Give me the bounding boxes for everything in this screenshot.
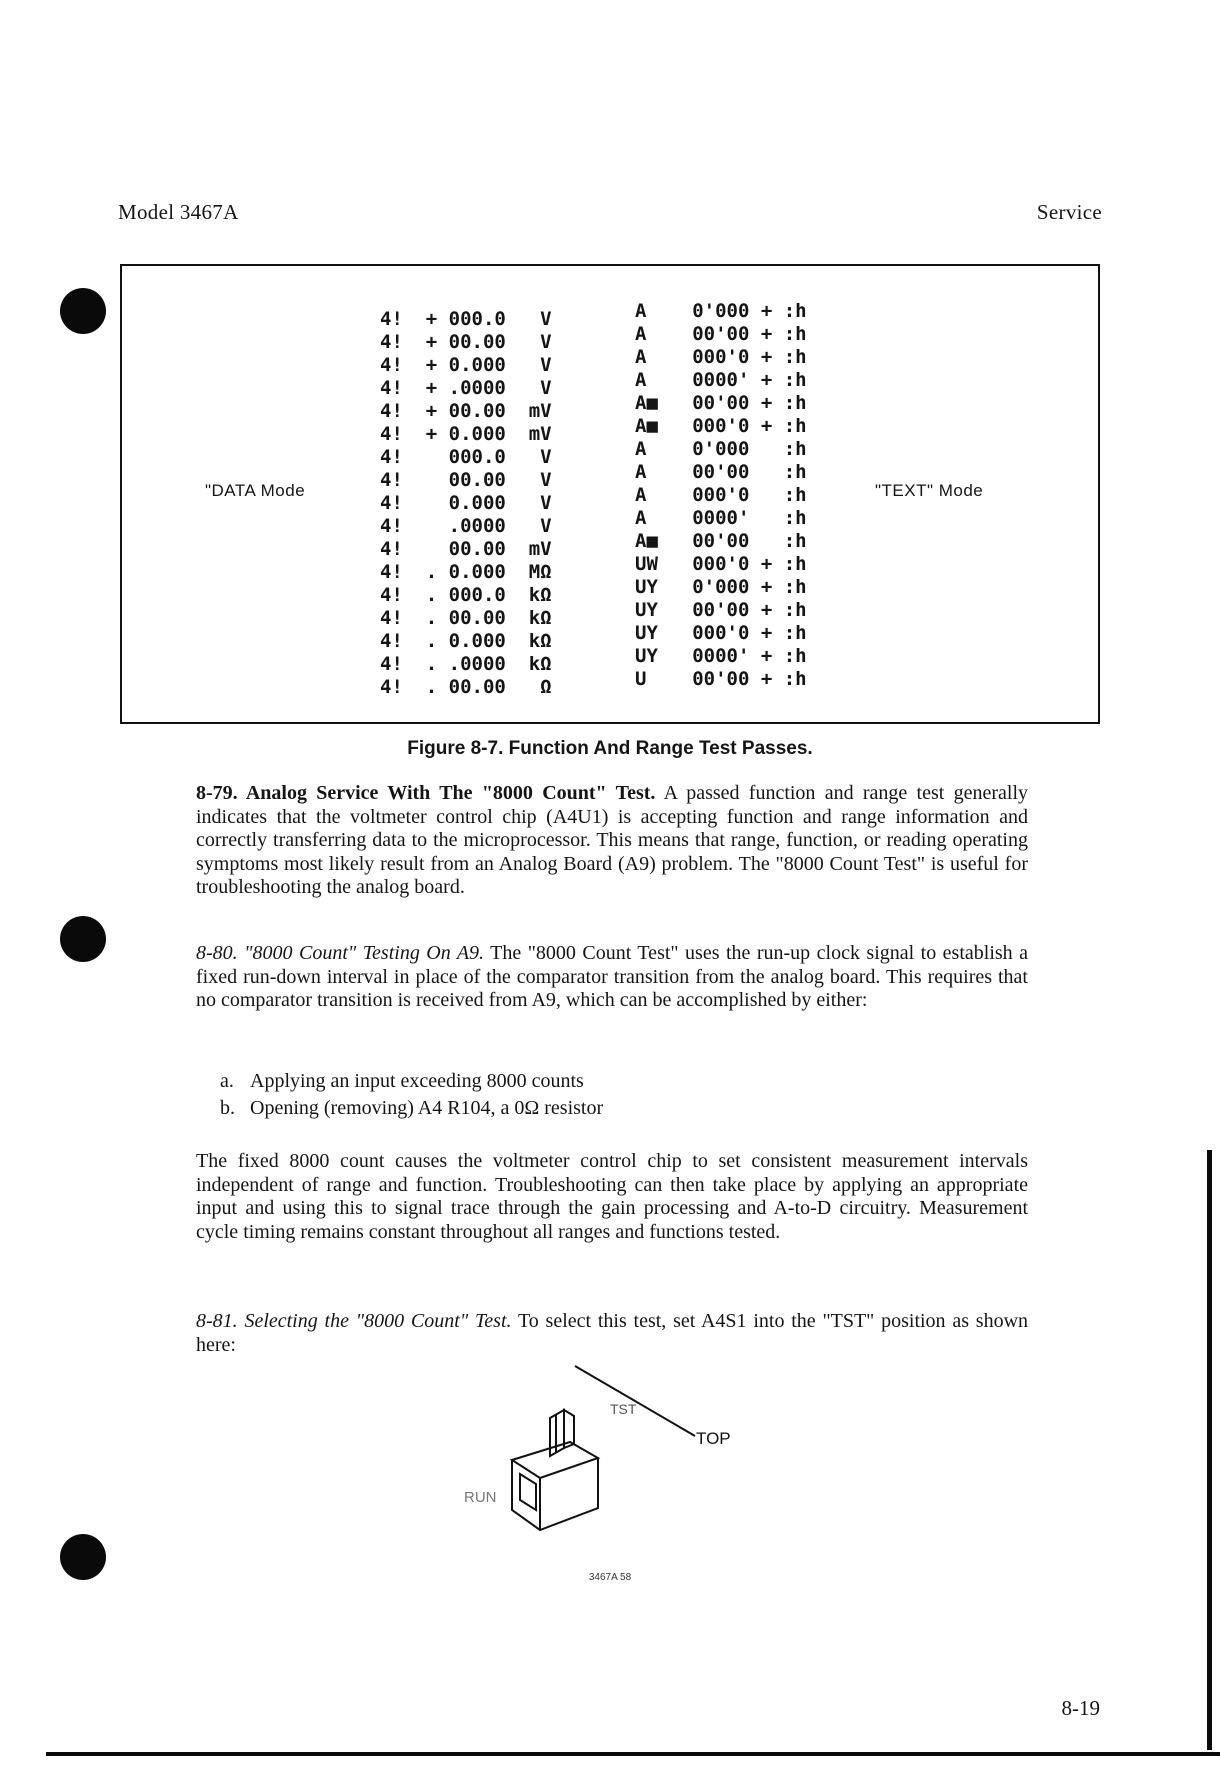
header-model: Model 3467A [118,200,239,224]
data-mode-display-row: 4! . 00.00 kΩ [380,607,552,629]
data-mode-display-row: 4! 000.0 V [380,446,552,468]
paragraph-8-79-heading: 8-79. Analog Service With The "8000 Count" Test. [196,782,656,804]
paragraph-8-80-heading: 8-80. "8000 Count" Testing On A9. [196,942,485,964]
text-mode-display-row: UY 0'000 + :h [635,576,807,598]
binder-hole-middle [60,916,106,962]
data-mode-display-column [380,308,552,699]
paragraph-8-79 [196,782,1028,900]
text-mode-display-row: A 00'00 + :h [635,323,807,345]
paragraph-fixed-count-body: The fixed 8000 count causes the voltmeter control chip to set consistent measurement intervals independent of range and function. Troubleshooting can then take place by applying an appropriate input and using this to signal trace through the gain processing and A-to-D circuitry. Measurement cycle timing remains constant throughout all ranges and functions tested. [196,1150,1028,1243]
text-mode-display-row: A 0000' :h [635,507,807,529]
data-mode-display-row: 4! 0.000 V [380,492,552,514]
text-mode-display-row: A■ 00'00 + :h [635,392,807,414]
text-mode-display-row: UY 000'0 + :h [635,622,807,644]
list-item-letter: b. [220,1097,235,1119]
data-mode-display-row: 4! + 00.00 V [380,331,552,353]
text-mode-display-row: A 000'0 :h [635,484,807,506]
right-edge-rule [1207,1150,1212,1750]
text-mode-display-row: U 00'00 + :h [635,668,807,690]
condition-list [220,1068,980,1122]
text-mode-display-row: UW 000'0 + :h [635,553,807,575]
data-mode-display-row: 4! 00.00 mV [380,538,552,560]
data-mode-display-row: 4! . .0000 kΩ [380,653,552,675]
data-mode-display-row: 4! . 0.000 MΩ [380,561,552,583]
data-mode-display-row: 4! + 000.0 V [380,308,552,330]
text-mode-display-row: A■ 000'0 + :h [635,415,807,437]
data-mode-display-row: 4! . 00.00 Ω [380,676,552,698]
list-item-letter: a. [220,1070,234,1092]
slider-knob [550,1410,574,1456]
data-mode-display-row: 4! .0000 V [380,515,552,537]
tst-label: TST [610,1401,637,1417]
paragraph-fixed-count [196,1150,1028,1244]
text-mode-display-row: UY 00'00 + :h [635,599,807,621]
switch-diagram [450,1360,790,1550]
list-item-text: Applying an input exceeding 8000 counts [250,1070,584,1092]
text-mode-display-row: A 0'000 + :h [635,300,807,322]
header-section: Service [1036,200,1102,224]
data-mode-display-row: 4! 00.00 V [380,469,552,491]
paragraph-8-81-heading: 8-81. Selecting the "8000 Count" Test. [196,1310,512,1332]
list-item [220,1068,980,1095]
list-item [220,1095,980,1122]
data-mode-display-row: 4! + 0.000 V [380,354,552,376]
paragraph-8-80-body: The "8000 Count Test" uses the run-up clock signal to establish a fixed run-down interval in place of the comparator transition from the analog board. This requires that no comparator transition is received from A9, which can be accomplished by either: [196,942,1029,1011]
figure-caption: Figure 8-7. Function And Range Test Passes. [407,738,813,759]
page-number: 8-19 [1061,1696,1100,1720]
data-mode-display-row: 4! + 00.00 mV [380,400,552,422]
top-label: TOP [696,1429,731,1448]
run-label: RUN [464,1489,497,1506]
paragraph-8-81 [196,1310,1028,1357]
data-mode-display-row: 4! . 0.000 kΩ [380,630,552,652]
data-mode-label: "DATA Mode [205,481,306,500]
bottom-edge-rule [46,1752,1220,1756]
switch-body [512,1442,598,1530]
paragraph-8-79-body: A passed function and range test generally indicates that the voltmeter control chip (A4U1) is accepting function and range information and correctly transferring data to the microprocessor. This means that range, function, or reading operating symptoms most likely result from an Analog Board (A9) problem. The "8000 Count Test" is useful for troubleshooting the analog board. [196,782,1028,898]
binder-hole-top [60,288,106,334]
text-mode-display-row: A 0'000 :h [635,438,807,460]
text-mode-display-row: A 00'00 :h [635,461,807,483]
data-mode-display-row: 4! + 0.000 mV [380,423,552,445]
figure-code: 3467A 58 [588,1572,632,1583]
text-mode-label: "TEXT" Mode [875,481,984,500]
text-mode-display-row: A 0000' + :h [635,369,807,391]
list-item-text: Opening (removing) A4 R104, a 0Ω resistor [250,1097,604,1119]
paragraph-8-80 [196,942,1028,1013]
data-mode-display-row: 4! + .0000 V [380,377,552,399]
text-mode-display-column [635,300,807,691]
text-mode-display-row: A■ 00'00 :h [635,530,807,552]
paragraph-8-81-body: To select this test, set A4S1 into the "TST" position as shown here: [196,1310,1029,1356]
text-mode-display-row: UY 0000' + :h [635,645,807,667]
data-mode-display-row: 4! . 000.0 kΩ [380,584,552,606]
text-mode-display-row: A 000'0 + :h [635,346,807,368]
